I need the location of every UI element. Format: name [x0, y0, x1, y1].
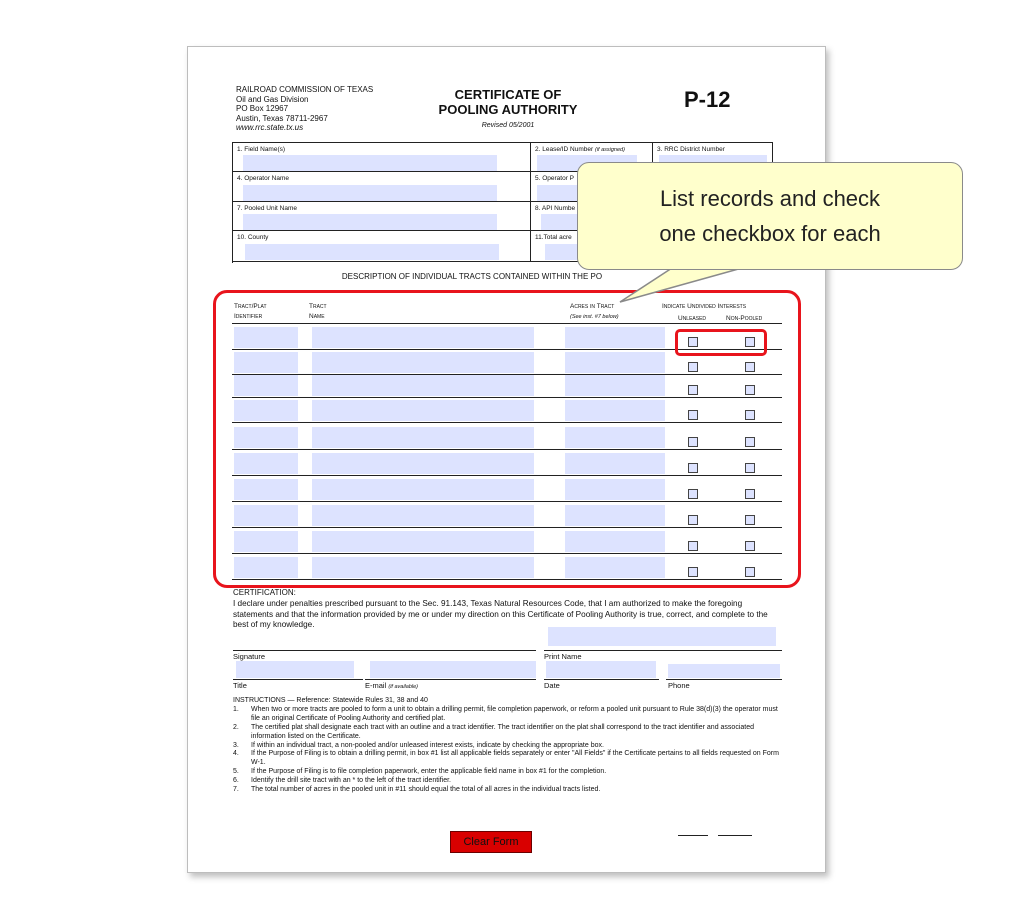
field-name-input[interactable] — [243, 155, 497, 171]
cell-field-name — [233, 143, 531, 172]
pooled-unit-input[interactable] — [243, 214, 497, 230]
instruction-number: 1. — [233, 705, 239, 713]
date-input[interactable] — [546, 661, 656, 678]
date-line — [544, 679, 659, 680]
county-input[interactable] — [245, 244, 499, 260]
print-name-line — [544, 650, 782, 651]
phone-line — [666, 679, 782, 680]
certification-name-input[interactable] — [548, 627, 776, 646]
agency-division: Oil and Gas Division — [236, 94, 309, 104]
instructions — [233, 697, 783, 795]
instruction-number: 4. — [233, 750, 239, 758]
col-header-acres: Acres in Tract (See inst. #7 below) — [570, 303, 619, 320]
label-rrc-district: 3. RRC District Number — [657, 146, 725, 153]
instruction-item — [233, 724, 783, 742]
signature-label: Signature — [233, 652, 266, 661]
date-label: Date — [544, 681, 560, 690]
label-operator-p: 5. Operator P — [535, 175, 575, 182]
revised-date: Revised 05/2001 — [481, 122, 535, 129]
phone-label: Phone — [668, 681, 690, 690]
callout-line2: one checkbox for each — [659, 221, 881, 246]
label-operator-name: 4. Operator Name — [237, 175, 290, 182]
form-number: P-12 — [684, 87, 731, 112]
agency-block — [236, 85, 373, 133]
instruction-number: 6. — [233, 777, 239, 785]
col-header-name: Tract Name — [309, 303, 327, 320]
instruction-item — [233, 750, 783, 768]
instruction-number: 3. — [233, 741, 239, 749]
instructions-heading: INSTRUCTIONS — Reference: Statewide Rules 31, 38 and 40 — [233, 697, 428, 704]
signature-line — [233, 650, 536, 651]
col-header-unleased: Unleased — [678, 315, 707, 322]
label-api-number: 8. API Numbe — [535, 205, 576, 212]
checkbox-highlight-box — [675, 329, 767, 356]
certification-heading: CERTIFICATION: — [233, 588, 296, 596]
certification-statement: I declare under penalties prescribed pursuant to the Sec. 91.143, Texas Natural Resources Code, that I am authorized to make the foregoing statements and that the information provided by me or under my direction on this Certificate of Pooling Authority is true, correct, and complete to the best of my knowledge. — [233, 599, 768, 630]
print-name-label: Print Name — [544, 652, 582, 661]
callout-tooltip — [577, 162, 963, 270]
callout-line1: List records and check — [659, 186, 881, 211]
instruction-text: If within an individual tract, a non-pooled and/or unleased interest exists, indicate by checking the appropriate box. — [251, 741, 604, 749]
label-county: 10. County — [237, 234, 269, 241]
instruction-item — [233, 706, 783, 724]
form-title-line1: CERTIFICATE OF — [454, 87, 562, 102]
agency-url: www.rrc.state.tx.us — [236, 123, 304, 133]
label-pooled-unit: 7. Pooled Unit Name — [237, 205, 297, 212]
email-input[interactable] — [370, 661, 536, 678]
label-field-name: 1. Field Name(s) — [237, 146, 286, 153]
agency-city: Austin, Texas 78711-2967 — [236, 113, 328, 123]
form-title — [408, 87, 608, 117]
email-line — [365, 679, 536, 680]
col-header-identifier: Tract/Plat Identifier — [234, 303, 267, 320]
instruction-text: If the Purpose of Filing is to obtain a drilling permit, in box #1 list all applicable fields separately or enter "All Fields" if the Certificate pertains to all fields requested on Form W-1. — [251, 750, 779, 767]
instruction-number: 5. — [233, 768, 239, 776]
cell-county — [233, 231, 531, 262]
agency-po-box: PO Box 12967 — [236, 104, 289, 114]
instruction-item — [233, 786, 783, 795]
instruction-item — [233, 777, 783, 786]
agency-name: RAILROAD COMMISSION OF TEXAS — [236, 85, 374, 94]
col-header-interests: Indicate Undivided Interests — [662, 303, 747, 310]
tracts-description-heading: DESCRIPTION OF INDIVIDUAL TRACTS CONTAINED WITHIN THE PO — [341, 272, 603, 281]
instruction-item — [233, 742, 783, 751]
title-line — [233, 679, 363, 680]
cell-operator-name — [233, 172, 531, 202]
clear-form-button[interactable]: Clear Form — [450, 831, 532, 853]
instruction-text: When two or more tracts are pooled to form a unit to obtain a drilling permit, file completion paperwork, or reform a pooled unit pursuant to Rule 38(d)(3) the operator must file an original Certificate of Pooling Authority and certified plat. — [251, 705, 778, 722]
instruction-text: Identify the drill site tract with an * to the left of the tract identifier. — [251, 777, 451, 785]
instruction-number: 2. — [233, 723, 239, 731]
title-input[interactable] — [236, 661, 354, 678]
instruction-text: The total number of acres in the pooled unit in #11 should equal the total of all acres in the individual tracts listed. — [251, 786, 601, 794]
instruction-item — [233, 768, 783, 777]
operator-name-input[interactable] — [243, 185, 497, 201]
footer-line-1 — [678, 835, 708, 836]
email-label: E-mail (if available) — [365, 681, 419, 690]
phone-input[interactable] — [668, 664, 780, 678]
col-header-nonpooled: Non-Pooled — [726, 315, 763, 322]
instruction-number: 7. — [233, 786, 239, 794]
instruction-text: If the Purpose of Filing is to file completion paperwork, enter the applicable field name in box #1 for the completion. — [251, 768, 607, 776]
instructions-list — [233, 706, 783, 795]
label-total-acres: 11.Total acre — [535, 234, 572, 241]
form-title-line2: POOLING AUTHORITY — [438, 102, 578, 117]
cell-pooled-unit — [233, 202, 531, 231]
label-lease-id: 2. Lease/ID Number (if assigned) — [535, 146, 625, 153]
instruction-text: The certified plat shall designate each tract with an outline and a tract identifier. The tract identifier on the plat shall correspond to the tract identifier and associated information listed on the Certificate. — [251, 723, 754, 740]
title-label: Title — [233, 681, 247, 690]
footer-line-2 — [718, 835, 752, 836]
